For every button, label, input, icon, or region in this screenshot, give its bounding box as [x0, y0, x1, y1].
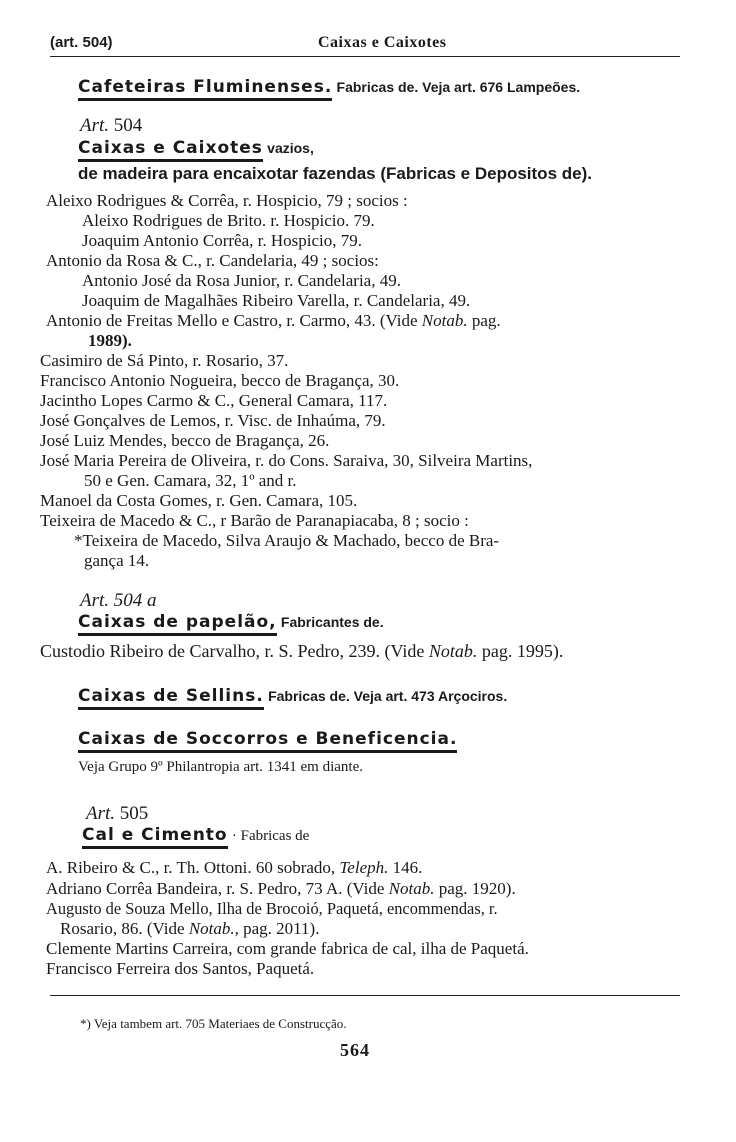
cafeteiras-note: Fabricas de. Veja art. 676 Lampeões. — [336, 79, 581, 95]
header-title: Caixas e Caixotes — [318, 34, 447, 51]
entry-augusto-cont-text: Rosario, 86. (Vide — [60, 919, 185, 938]
entry: Antonio da Rosa & C., r. Candelaria, 49 ; socios: — [46, 251, 379, 270]
art-505-label — [86, 804, 148, 824]
sellins-section — [78, 686, 507, 710]
running-header — [50, 32, 680, 56]
art-505-label-text: Art. — [86, 803, 116, 824]
entry-freitas — [46, 311, 501, 331]
entry-freitas-text: Antonio de Freitas Mello e Castro, r. Carmo, 43. (Vide — [46, 311, 418, 330]
art-504a-label-text: Art. — [80, 590, 110, 611]
art-504a-heading: Caixas de papelão, — [78, 612, 277, 636]
entry: Aleixo Rodrigues de Brito. r. Hospicio. 79. — [82, 211, 375, 230]
entry: Jacintho Lopes Carmo & C., General Camara, 117. — [40, 391, 388, 410]
entry-clemente: Clemente Martins Carreira, com grande fabrica de cal, ilha de Paquetá. — [46, 939, 529, 958]
header-article-ref: (art. 504) — [50, 34, 113, 51]
art-504-subtitle: de madeira para encaixotar fazendas (Fabricas e Depositos de). — [78, 164, 592, 183]
entry-augusto-notab: Notab., — [188, 919, 239, 938]
art-504a-entry — [40, 641, 563, 661]
entry: Joaquim Antonio Corrêa, r. Hospicio, 79. — [82, 231, 363, 250]
sellins-heading: Caixas de Sellins. — [78, 686, 264, 710]
art-504a-number: 504 a — [113, 590, 157, 611]
entry-augusto-cont — [60, 919, 319, 939]
entry-cont: 50 e Gen. Camara, 32, 1º and r. — [84, 471, 297, 490]
art-504-label-text: Art. — [80, 115, 110, 136]
entry-freitas-pag: pag. — [471, 311, 501, 330]
entry: Aleixo Rodrigues & Corrêa, r. Hospicio, 79 ; socios : — [46, 191, 408, 210]
entry-adriano-pag: pag. 1920). — [438, 879, 516, 898]
sellins-note: Fabricas de. Veja art. 473 Arçociros. — [268, 688, 508, 704]
art-504-label — [80, 116, 142, 136]
art-504a-heading-tail: Fabricantes de. — [280, 614, 384, 630]
art-504a-label — [80, 591, 157, 611]
entry: Antonio José da Rosa Junior, r. Candelaria, 49. — [82, 271, 401, 290]
art-504-heading-tail: vazios, — [267, 140, 314, 156]
entry-adriano-notab: Notab. — [388, 879, 435, 898]
footnote-rule — [50, 995, 680, 996]
art-504a-entry-notab: Notab. — [428, 641, 478, 661]
header-rule — [50, 56, 680, 57]
cafeteiras-section — [78, 77, 580, 101]
entry: Casimiro de Sá Pinto, r. Rosario, 37. — [40, 351, 289, 370]
entry: José Luiz Mendes, becco de Bragança, 26. — [40, 431, 330, 450]
entry-augusto-pag: pag. 2011). — [243, 919, 320, 938]
entry: Joaquim de Magalhães Ribeiro Varella, r. Candelaria, 49. — [82, 291, 471, 310]
entry: José Gonçalves de Lemos, r. Visc. de Inhaúma, 79. — [40, 411, 386, 430]
cafeteiras-heading: Cafeteiras Fluminenses. — [78, 77, 332, 101]
entry-francisco: Francisco Ferreira dos Santos, Paquetá. — [46, 959, 315, 978]
entry: Francisco Antonio Nogueira, becco de Bragança, 30. — [40, 371, 400, 390]
art-505-heading-tail: · Fabricas de — [231, 828, 310, 844]
entry-adriano — [46, 879, 516, 899]
entry-augusto: Augusto de Souza Mello, Ilha de Brocoió, Paquetá, encommendas, r. — [46, 899, 498, 918]
soccorros-note: Veja Grupo 9º Philantropia art. 1341 em diante. — [78, 759, 363, 775]
footnote: *) Veja tambem art. 705 Materiaes de Construcção. — [80, 1016, 347, 1031]
art-505-heading-line — [82, 825, 309, 849]
art-505-heading: Cal e Cimento — [82, 825, 228, 849]
art-504-heading-line — [78, 138, 314, 162]
art-504-number: 504 — [113, 115, 143, 136]
page-number: 564 — [340, 1040, 370, 1060]
art-504a-heading-line — [78, 612, 384, 636]
entry: José Maria Pereira de Oliveira, r. do Cons. Saraiva, 30, Silveira Martins, — [40, 451, 533, 470]
art-504-heading: Caixas e Caixotes — [78, 138, 263, 162]
entry-adriano-text: Adriano Corrêa Bandeira, r. S. Pedro, 73 A. (Vide — [46, 879, 385, 898]
entry: *Teixeira de Macedo, Silva Araujo & Machado, becco de Bra- — [74, 531, 500, 550]
entry: Manoel da Costa Gomes, r. Gen. Camara, 105. — [40, 491, 358, 510]
entry-freitas-cont: 1989). — [88, 331, 132, 350]
entry-ribeiro — [46, 858, 422, 878]
soccorros-section — [78, 729, 457, 753]
art-505-number: 505 — [119, 803, 149, 824]
soccorros-heading: Caixas de Soccorros e Beneficencia. — [78, 729, 457, 753]
art-504a-entry-text: Custodio Ribeiro de Carvalho, r. S. Pedro, 239. (Vide — [40, 641, 425, 661]
entry-ribeiro-text: A. Ribeiro & C., r. Th. Ottoni. 60 sobrado, — [46, 858, 336, 877]
entry-freitas-notab: Notab. — [421, 311, 468, 330]
entry-ribeiro-teleph: Teleph. — [339, 858, 389, 877]
entry-ribeiro-num: 146. — [392, 858, 423, 877]
entry: Teixeira de Macedo & C., r Barão de Paranapiacaba, 8 ; socio : — [40, 511, 469, 530]
entry-cont: gança 14. — [84, 551, 150, 570]
art-504a-entry-pag: pag. 1995). — [481, 641, 564, 661]
